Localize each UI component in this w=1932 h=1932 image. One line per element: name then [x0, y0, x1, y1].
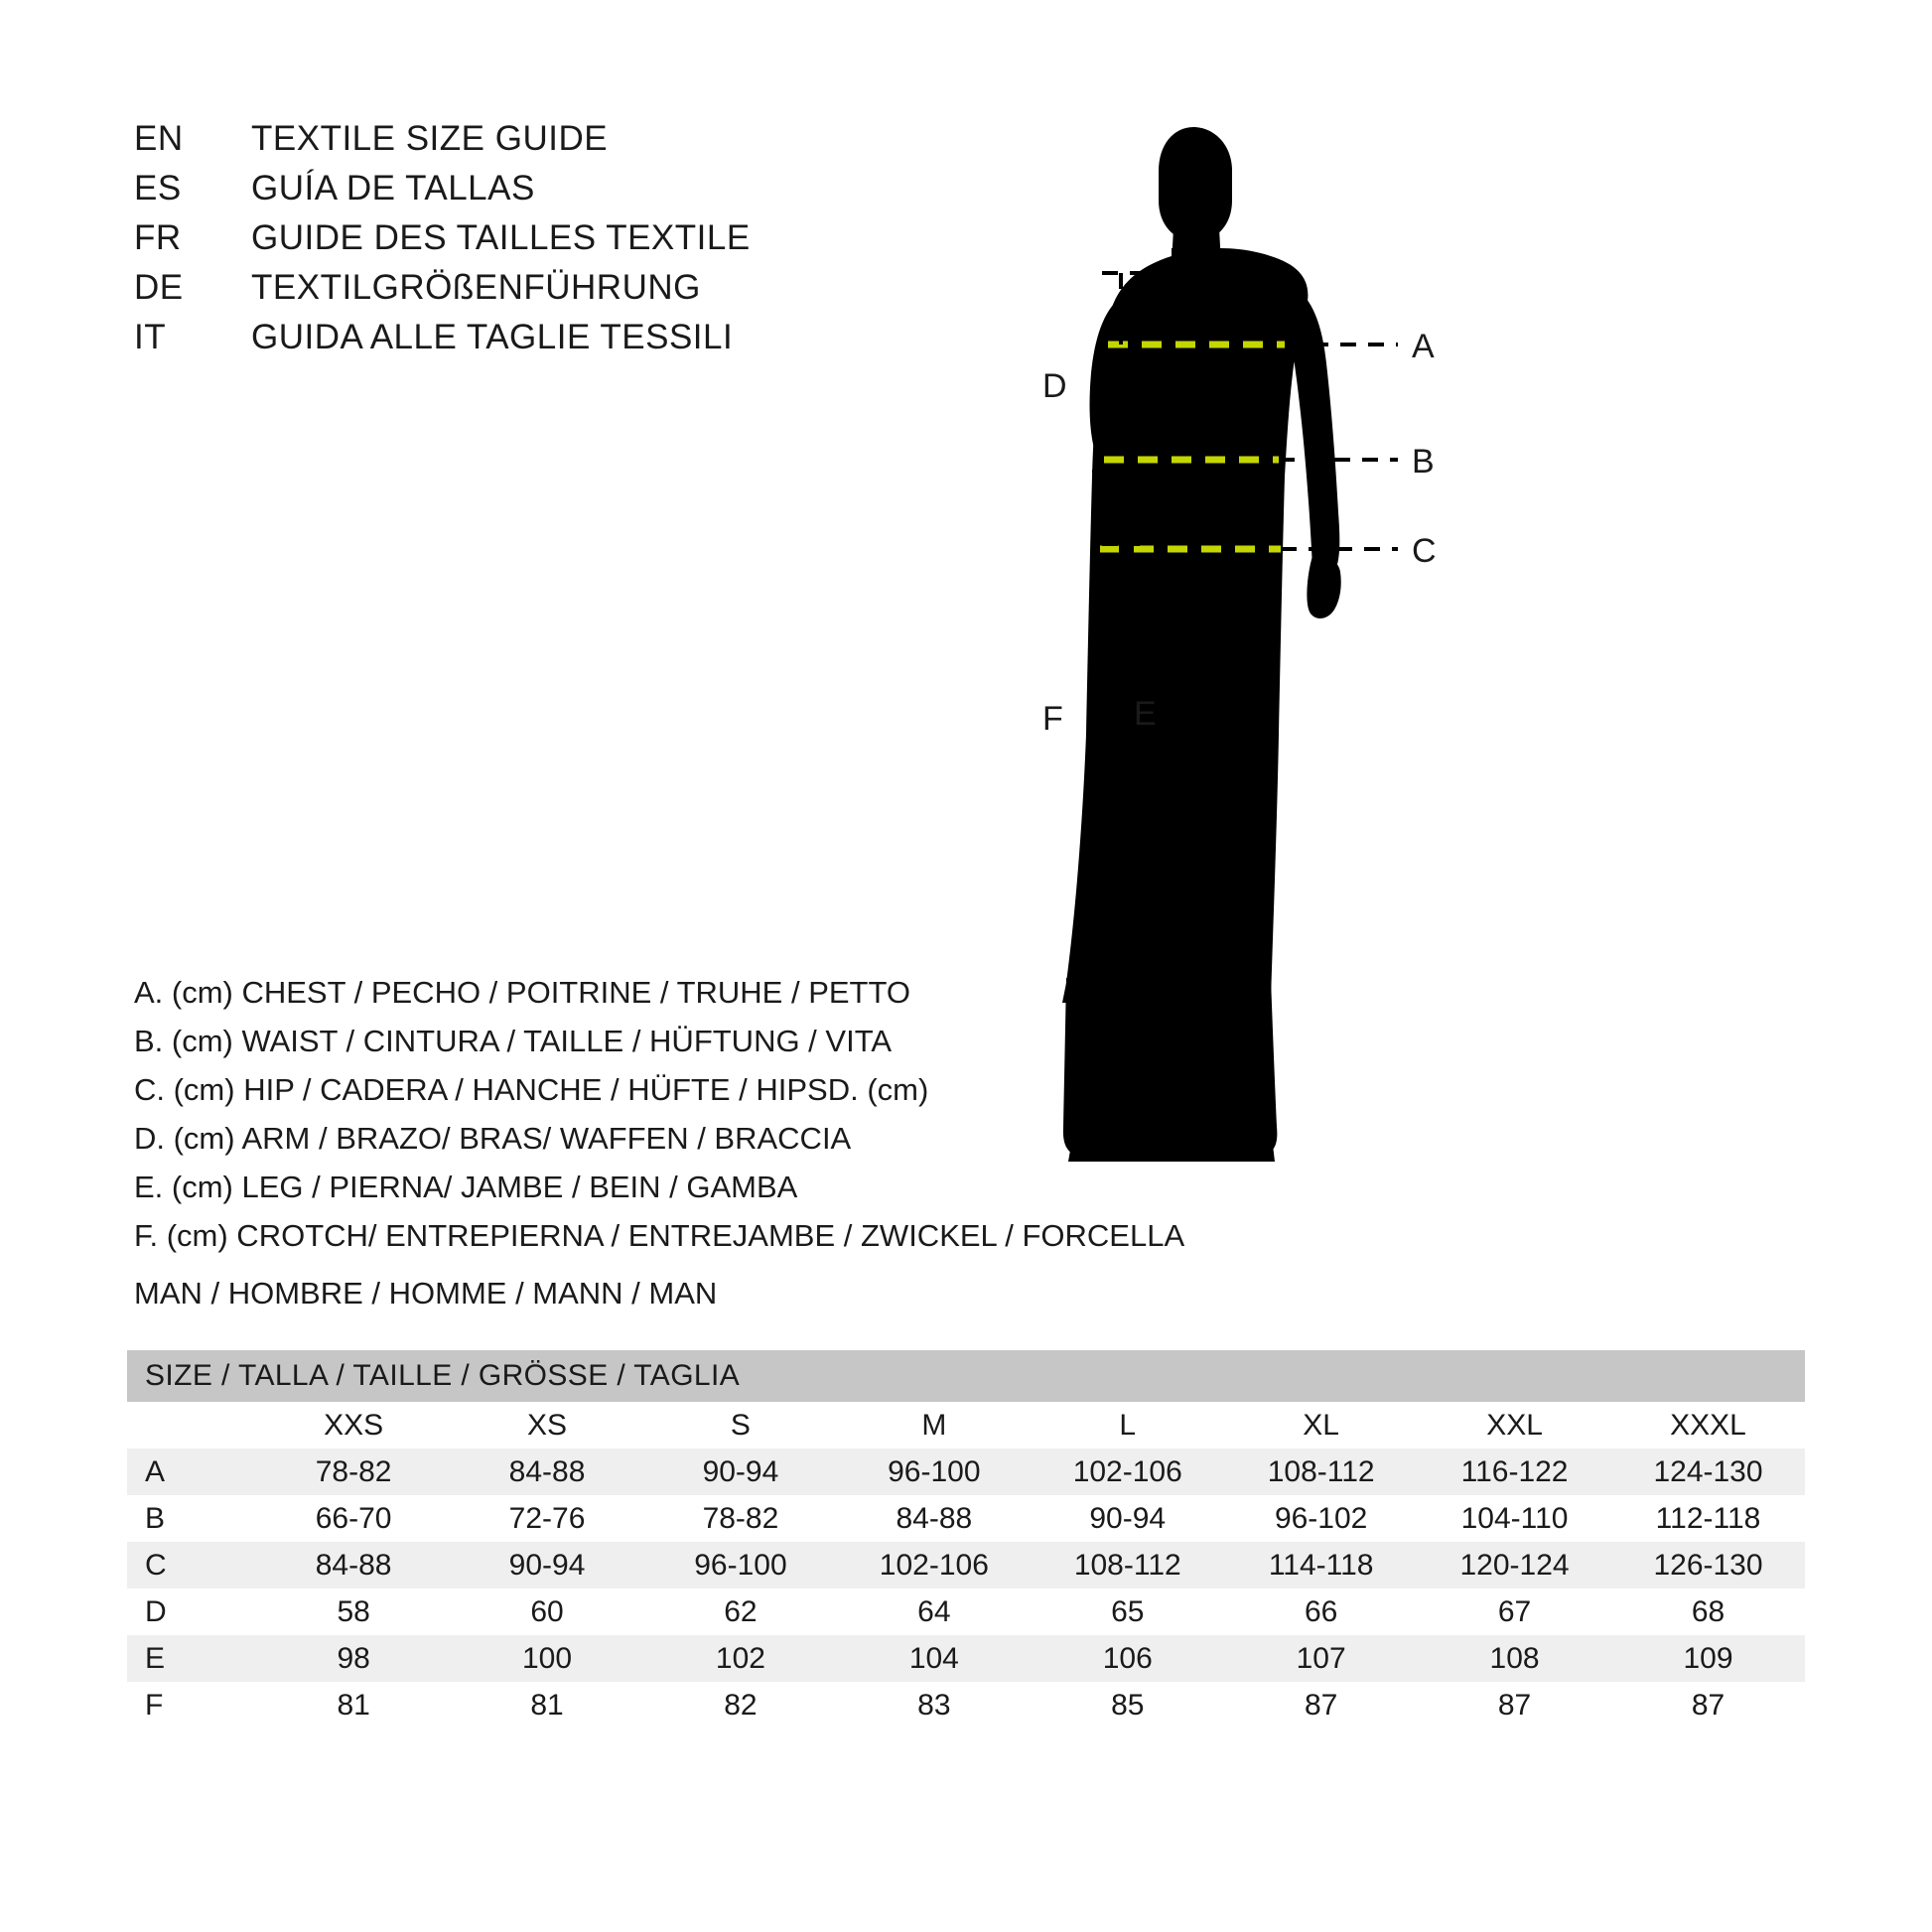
language-row [134, 318, 889, 367]
cell-a-xl: 108-112 [1224, 1449, 1418, 1495]
table-header-title [127, 1350, 1805, 1402]
language-title-block [134, 119, 889, 367]
cell-a-xxxl: 124-130 [1611, 1449, 1805, 1495]
legend-item-f: F. (cm) CROTCH/ ENTREPIERNA / ENTREJAMBE / ZWICKEL / FORCELLA [134, 1218, 1185, 1253]
cell-b-xl: 96-102 [1224, 1495, 1418, 1542]
label-f: F [1042, 700, 1063, 738]
cell-f-xl: 87 [1224, 1682, 1418, 1728]
size-col-xs: XS [451, 1402, 644, 1449]
row-label-b: B [127, 1495, 257, 1542]
language-title: GUIDE DES TAILLES TEXTILE [251, 218, 751, 257]
cell-d-m: 64 [837, 1588, 1031, 1635]
cell-b-xxs: 66-70 [257, 1495, 451, 1542]
cell-d-xxs: 58 [257, 1588, 451, 1635]
row-label-d: D [127, 1588, 257, 1635]
size-col-xxxl: XXXL [1611, 1402, 1805, 1449]
cell-b-s: 78-82 [643, 1495, 837, 1542]
cell-d-xs: 60 [451, 1588, 644, 1635]
table-row [127, 1588, 1805, 1635]
cell-c-s: 96-100 [643, 1542, 837, 1588]
cell-e-xs: 100 [451, 1635, 644, 1682]
cell-c-xxl: 120-124 [1418, 1542, 1611, 1588]
cell-b-xs: 72-76 [451, 1495, 644, 1542]
cell-d-l: 65 [1031, 1588, 1224, 1635]
size-names-row [127, 1402, 1805, 1449]
body-measurement-diagram [1023, 79, 1866, 1271]
language-code: EN [134, 119, 184, 158]
language-row [134, 268, 889, 318]
cell-d-s: 62 [643, 1588, 837, 1635]
size-col-l: L [1031, 1402, 1224, 1449]
cell-b-m: 84-88 [837, 1495, 1031, 1542]
cell-e-xxs: 98 [257, 1635, 451, 1682]
size-col-xxl: XXL [1418, 1402, 1611, 1449]
language-title: TEXTILGRÖßENFÜHRUNG [251, 268, 701, 307]
row-label-f: F [127, 1682, 257, 1728]
language-code: ES [134, 169, 182, 207]
size-chart-table [127, 1350, 1805, 1728]
cell-a-s: 90-94 [643, 1449, 837, 1495]
language-row [134, 119, 889, 169]
size-col-xxs: XXS [257, 1402, 451, 1449]
cell-d-xxxl: 68 [1611, 1588, 1805, 1635]
cell-d-xl: 66 [1224, 1588, 1418, 1635]
size-col-s: S [643, 1402, 837, 1449]
table-row [127, 1635, 1805, 1682]
legend-item-d: D. (cm) ARM / BRAZO/ BRAS/ WAFFEN / BRACCIA [134, 1121, 852, 1156]
label-c: C [1412, 532, 1437, 570]
table-row [127, 1449, 1805, 1495]
row-label-e: E [127, 1635, 257, 1682]
language-code: IT [134, 318, 167, 356]
legend-item-b: B. (cm) WAIST / CINTURA / TAILLE / HÜFTUNG / VITA [134, 1024, 893, 1058]
cell-e-xl: 107 [1224, 1635, 1418, 1682]
gender-label: MAN / HOMBRE / HOMME / MANN / MAN [134, 1276, 718, 1311]
cell-f-xxs: 81 [257, 1682, 451, 1728]
label-e: E [1134, 695, 1157, 733]
legend-item-c: C. (cm) HIP / CADERA / HANCHE / HÜFTE / HIPSD. (cm) [134, 1072, 929, 1107]
cell-e-s: 102 [643, 1635, 837, 1682]
size-col-m: M [837, 1402, 1031, 1449]
cell-c-xxxl: 126-130 [1611, 1542, 1805, 1588]
language-code: DE [134, 268, 184, 307]
cell-c-m: 102-106 [837, 1542, 1031, 1588]
cell-a-xs: 84-88 [451, 1449, 644, 1495]
corner-cell [127, 1402, 257, 1449]
cell-c-xs: 90-94 [451, 1542, 644, 1588]
size-col-xl: XL [1224, 1402, 1418, 1449]
language-row [134, 218, 889, 268]
cell-c-xxs: 84-88 [257, 1542, 451, 1588]
table-row [127, 1682, 1805, 1728]
cell-e-xxxl: 109 [1611, 1635, 1805, 1682]
cell-a-l: 102-106 [1031, 1449, 1224, 1495]
cell-b-xxxl: 112-118 [1611, 1495, 1805, 1542]
language-title: GUIDA ALLE TAGLIE TESSILI [251, 318, 734, 356]
cell-c-xl: 114-118 [1224, 1542, 1418, 1588]
cell-f-xs: 81 [451, 1682, 644, 1728]
cell-f-xxl: 87 [1418, 1682, 1611, 1728]
cell-f-m: 83 [837, 1682, 1031, 1728]
row-label-a: A [127, 1449, 257, 1495]
label-b: B [1412, 443, 1435, 481]
cell-f-s: 82 [643, 1682, 837, 1728]
language-code: FR [134, 218, 182, 257]
cell-a-m: 96-100 [837, 1449, 1031, 1495]
cell-d-xxl: 67 [1418, 1588, 1611, 1635]
label-a: A [1412, 328, 1435, 365]
table-header-row [127, 1350, 1805, 1402]
legend-item-e: E. (cm) LEG / PIERNA/ JAMBE / BEIN / GAMBA [134, 1170, 798, 1204]
label-d: D [1042, 367, 1067, 405]
man-silhouette [1062, 127, 1341, 1162]
cell-a-xxs: 78-82 [257, 1449, 451, 1495]
cell-b-xxl: 104-110 [1418, 1495, 1611, 1542]
row-label-c: C [127, 1542, 257, 1588]
cell-b-l: 90-94 [1031, 1495, 1224, 1542]
cell-f-l: 85 [1031, 1682, 1224, 1728]
table-row [127, 1542, 1805, 1588]
table-header-label: SIZE / TALLA / TAILLE / GRÖSSE / TAGLIA [145, 1359, 741, 1392]
language-row [134, 169, 889, 218]
cell-e-l: 106 [1031, 1635, 1224, 1682]
cell-a-xxl: 116-122 [1418, 1449, 1611, 1495]
cell-f-xxxl: 87 [1611, 1682, 1805, 1728]
language-title: TEXTILE SIZE GUIDE [251, 119, 609, 158]
cell-c-l: 108-112 [1031, 1542, 1224, 1588]
language-title: GUÍA DE TALLAS [251, 169, 535, 207]
legend-item-a: A. (cm) CHEST / PECHO / POITRINE / TRUHE / PETTO [134, 975, 910, 1010]
cell-e-xxl: 108 [1418, 1635, 1611, 1682]
cell-e-m: 104 [837, 1635, 1031, 1682]
table-row [127, 1495, 1805, 1542]
